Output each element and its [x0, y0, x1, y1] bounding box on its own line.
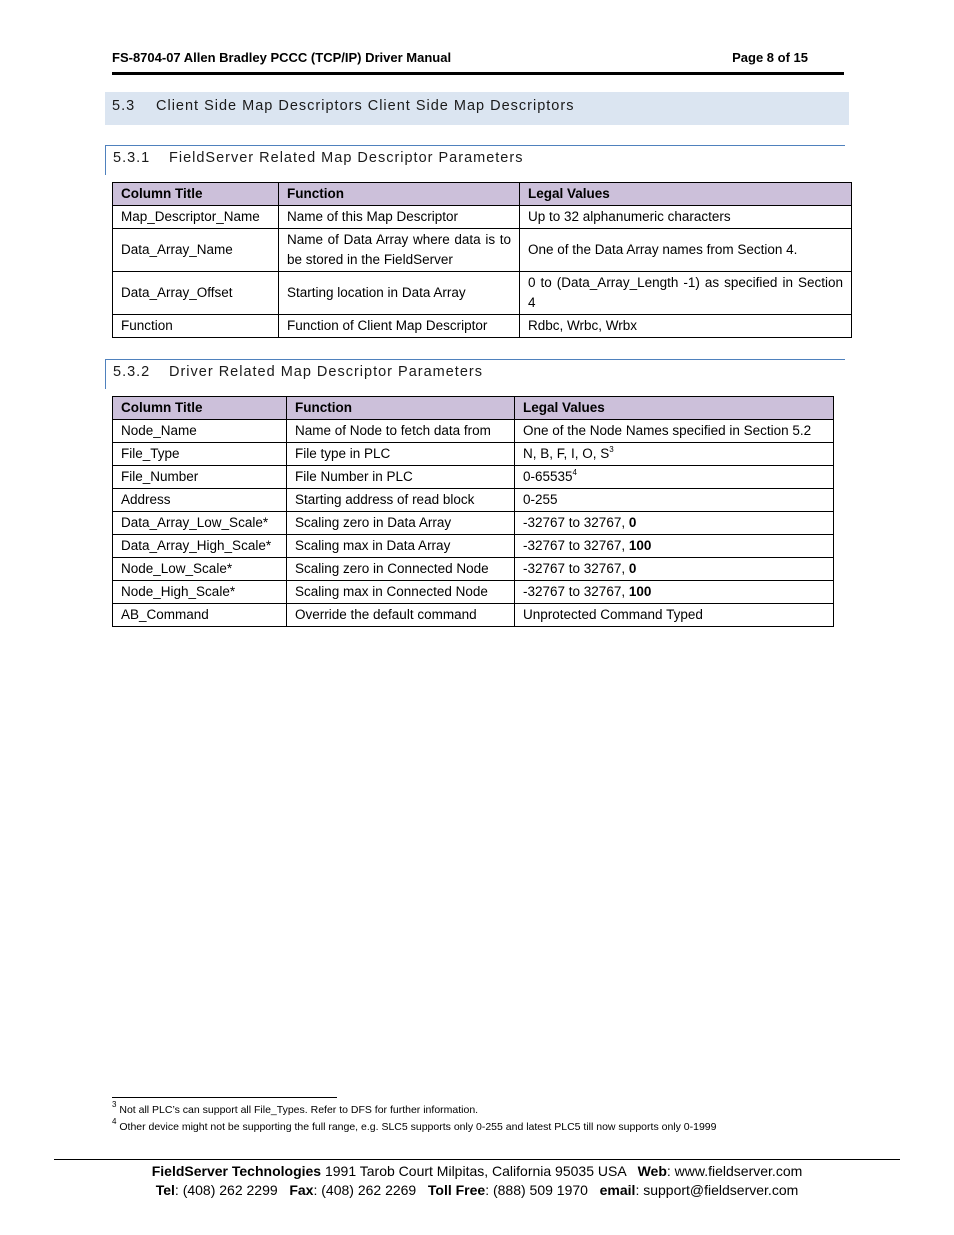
footnote-reference: 3 — [609, 445, 614, 454]
footnote-text: Not all PLC’s can support all File_Types. Refer to DFS for further information. — [119, 1104, 479, 1116]
section-title: Client Side Map Descriptors Client Side Map Descriptors — [156, 98, 575, 114]
footnote-text: Other device might not be supporting the full range, e.g. SLC5 supports only 0-255 and latest PLC5 till now supports only 0-1999 — [119, 1121, 717, 1133]
table-cell — [113, 535, 287, 558]
cell-text: One of the Node Names specified in Section 5.2 — [523, 423, 812, 438]
table-row — [113, 558, 834, 581]
table-cell — [515, 512, 834, 535]
table-cell — [113, 466, 287, 489]
document-title: FS-8704-07 Allen Bradley PCCC (TCP/IP) Driver Manual — [112, 50, 452, 65]
footnote-3 — [112, 1100, 479, 1116]
cell-text: Name of Node to fetch data from — [295, 423, 491, 438]
cell-text: Starting address of read block — [295, 492, 475, 507]
table-cell — [515, 420, 834, 443]
table-cell: Data_Array_Offset — [113, 272, 279, 315]
subsection-title: FieldServer Related Map Descriptor Parameters — [169, 150, 524, 166]
table-cell — [287, 535, 515, 558]
table-cell — [515, 443, 834, 466]
table-cell — [287, 558, 515, 581]
default-value: 100 — [628, 584, 652, 599]
table-row — [113, 489, 834, 512]
company-address: 1991 Tarob Court Milpitas, California 95035 USA — [321, 1163, 638, 1179]
footnote-mark: 3 — [112, 1100, 117, 1109]
cell-text: Scaling zero in Connected Node — [295, 561, 489, 576]
table-row — [113, 443, 834, 466]
footnote-mark: 4 — [112, 1117, 117, 1126]
cell-text: -32767 to 32767, — [523, 584, 629, 599]
subsection-number: 5.3.1 — [113, 150, 151, 166]
table-row — [113, 466, 834, 489]
column-header: Legal Values — [515, 397, 834, 420]
column-header: Function — [279, 183, 520, 206]
table-cell — [287, 604, 515, 627]
table-cell: 0 to (Data_Array_Length -1) as specified in Section 4 — [520, 272, 852, 315]
table-cell — [113, 558, 287, 581]
footnote-4 — [112, 1117, 717, 1133]
table-cell: Name of this Map Descriptor — [279, 206, 520, 229]
fax-label: Fax — [289, 1182, 314, 1198]
cell-text: AB_Command — [121, 607, 209, 622]
cell-text: Address — [121, 492, 171, 507]
subsection-heading-2 — [105, 359, 845, 389]
section-heading — [105, 92, 849, 125]
column-header: Column Title — [113, 397, 287, 420]
table-cell: One of the Data Array names from Section 4. — [520, 229, 852, 272]
table-cell — [515, 466, 834, 489]
table-cell — [515, 581, 834, 604]
table-cell — [515, 535, 834, 558]
footer-address-line — [54, 1163, 900, 1179]
table-row — [113, 206, 852, 229]
tel-value: : (408) 262 2299 — [174, 1182, 290, 1198]
footnote-reference: 4 — [572, 468, 577, 477]
cell-text: -32767 to 32767, — [523, 515, 629, 530]
cell-text: Override the default command — [295, 607, 477, 622]
section-number: 5.3 — [112, 98, 136, 114]
cell-text: Data_Array_Low_Scale* — [121, 515, 269, 530]
table-cell — [113, 604, 287, 627]
table-header-row — [113, 183, 852, 206]
cell-text: Unprotected Command Typed — [523, 607, 703, 622]
table-row — [113, 604, 834, 627]
table-cell: Name of Data Array where data is to be stored in the FieldServer — [279, 229, 520, 272]
footer-contact-line — [54, 1182, 900, 1198]
column-header: Legal Values — [520, 183, 852, 206]
table-cell: Up to 32 alphanumeric characters — [520, 206, 852, 229]
web-value: : www.fieldserver.com — [666, 1163, 803, 1179]
table-row — [113, 272, 852, 315]
default-value: 0 — [628, 515, 637, 530]
default-value: 0 — [628, 561, 637, 576]
table-cell — [287, 512, 515, 535]
cell-text: 0-65535 — [523, 469, 573, 484]
page-number: Page 8 of 15 — [732, 50, 808, 65]
table-cell: Starting location in Data Array — [279, 272, 520, 315]
table-cell — [287, 443, 515, 466]
column-header: Column Title — [113, 183, 279, 206]
table-cell — [287, 466, 515, 489]
web-label: Web — [637, 1163, 667, 1179]
cell-text: -32767 to 32767, — [523, 561, 629, 576]
cell-text: N, B, F, I, O, S — [523, 446, 610, 461]
table-cell: Map_Descriptor_Name — [113, 206, 279, 229]
tel-label: Tel — [155, 1182, 175, 1198]
cell-text: Data_Array_High_Scale* — [121, 538, 272, 553]
table-cell — [515, 558, 834, 581]
email-value: : support@fieldserver.com — [635, 1182, 799, 1198]
footnote-separator — [112, 1097, 337, 1098]
cell-text: File_Type — [121, 446, 180, 461]
column-header: Function — [287, 397, 515, 420]
table-cell — [515, 489, 834, 512]
table-row — [113, 535, 834, 558]
table-row — [113, 229, 852, 272]
default-value: 100 — [628, 538, 652, 553]
table-row — [113, 581, 834, 604]
table-cell — [113, 489, 287, 512]
subsection-title: Driver Related Map Descriptor Parameters — [169, 364, 483, 380]
fax-value: : (408) 262 2269 — [313, 1182, 428, 1198]
cell-text: Node_Low_Scale* — [121, 561, 233, 576]
table-cell — [113, 512, 287, 535]
table-cell — [287, 581, 515, 604]
table-cell: Function — [113, 315, 279, 338]
cell-text: File Number in PLC — [295, 469, 413, 484]
table-cell: Function of Client Map Descriptor — [279, 315, 520, 338]
cell-text: -32767 to 32767, — [523, 538, 629, 553]
table-cell — [287, 489, 515, 512]
footer-rule — [54, 1159, 900, 1160]
cell-text: Scaling zero in Data Array — [295, 515, 452, 530]
table-row — [113, 512, 834, 535]
subsection-heading-1 — [105, 145, 845, 175]
table-cell: Data_Array_Name — [113, 229, 279, 272]
table-cell — [113, 420, 287, 443]
cell-text: Scaling max in Connected Node — [295, 584, 488, 599]
table-cell: Rdbc, Wrbc, Wrbx — [520, 315, 852, 338]
email-label: email — [599, 1182, 636, 1198]
cell-text: Node_Name — [121, 423, 197, 438]
cell-text: Scaling max in Data Array — [295, 538, 451, 553]
cell-text: File_Number — [121, 469, 199, 484]
table-cell — [515, 604, 834, 627]
header-rule — [112, 72, 844, 75]
page-header — [112, 50, 844, 72]
company-name: FieldServer Technologies — [151, 1163, 322, 1179]
tollfree-value: : (888) 509 1970 — [485, 1182, 600, 1198]
table-row — [113, 420, 834, 443]
cell-text: File type in PLC — [295, 446, 391, 461]
cell-text: 0-255 — [523, 492, 558, 507]
subsection-number: 5.3.2 — [113, 364, 151, 380]
tollfree-label: Toll Free — [427, 1182, 486, 1198]
cell-text: Node_High_Scale* — [121, 584, 236, 599]
table-cell — [287, 420, 515, 443]
table-cell — [113, 443, 287, 466]
fieldserver-parameters-table — [112, 182, 852, 338]
table-row — [113, 315, 852, 338]
table-cell — [113, 581, 287, 604]
table-header-row — [113, 397, 834, 420]
driver-parameters-table — [112, 396, 834, 627]
